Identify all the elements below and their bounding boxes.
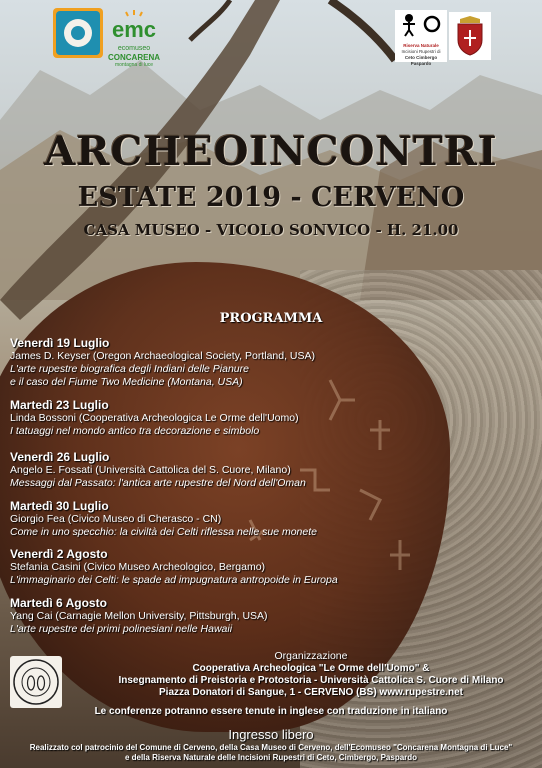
riserva-line-2: Incisioni Rupestri di [401, 49, 441, 54]
footprint-seal-icon [10, 656, 62, 708]
ecomuseo-line-3: montagna di luce [114, 62, 154, 68]
ecomuseo-line-2: CONCARENA [108, 53, 160, 62]
event-speaker: Giorgio Fea (Civico Museo di Cherasco - CN) [10, 513, 222, 525]
event-date: Martedì 6 Agosto [10, 596, 107, 610]
event-speaker: Yang Cai (Carnagie Mellon University, Pittsburgh, USA) [10, 610, 268, 622]
sun-icon [106, 8, 162, 40]
event-4 [10, 499, 530, 539]
venue-line: CASA MUSEO - VICOLO SONVICO - H. 21.00 [83, 221, 459, 239]
organization-line: Insegnamento di Preistoria e Protostoria - Università Cattolica S. Cuore di Milano [118, 675, 504, 686]
event-6 [10, 596, 530, 636]
ecomuseo-line-1: ecomuseo [117, 45, 151, 52]
ecomuseo-logo [106, 8, 162, 66]
event-title: e il caso del Fiume Two Medicine (Montana, USA) [10, 376, 243, 388]
event-title: Come in uno specchio: la civiltà dei Celti riflessa nelle sue monete [10, 526, 317, 538]
free-entry: Ingresso libero [228, 727, 314, 742]
language-note: Le conferenze potranno essere tenute in inglese con traduzione in italiano [94, 706, 448, 717]
footer-credits [0, 743, 542, 763]
main-title: ARCHEOINCONTRI [44, 128, 498, 175]
petroglyph-logo-icon [395, 10, 447, 38]
event-speaker: Angelo E. Fossati (Università Cattolica del S. Cuore, Milano) [10, 464, 291, 476]
event-speaker: Linda Bossoni (Cooperativa Archeologica Le Orme dell'Uomo) [10, 412, 299, 424]
programma-heading: PROGRAMMA [219, 311, 323, 326]
organization-line: Cooperativa Archeologica "Le Orme dell'Uomo" & [192, 663, 430, 674]
riserva-line-1: Riserva Naturale [403, 43, 439, 48]
event-1 [10, 336, 530, 389]
event-title: I tatuaggi nel mondo antico tra decorazione e simbolo [10, 425, 260, 437]
riserva-logo [395, 10, 447, 66]
footer-line: Realizzato col patrocinio del Comune di Cerveno, della Casa Museo di Cerveno, dell'Ecomuseo "Concarena Montagna di Luce" [29, 743, 513, 752]
event-speaker: Stefania Casini (Civico Museo Archeologico, Bergamo) [10, 561, 266, 573]
footer-line: e della Riserva Naturale delle Incisioni Rupestri di Ceto, Cimbergo, Paspardo [124, 753, 418, 762]
organization-heading: Organizzazione [274, 650, 348, 662]
event-5 [10, 547, 530, 587]
event-date: Martedì 30 Luglio [10, 499, 109, 513]
svg-text:emc: emc [111, 17, 157, 40]
event-title: L'arte rupestre dei primi polinesiani nelle Hawaii [10, 623, 233, 635]
shield-icon [449, 12, 491, 60]
event-date: Venerdì 2 Agosto [10, 547, 108, 561]
event-title: L'arte rupestre biografica degli Indiani delle Pianure [10, 363, 249, 375]
organization-block [80, 650, 542, 699]
event-date: Venerdì 26 Luglio [10, 450, 110, 464]
event-date: Venerdì 19 Luglio [10, 336, 110, 350]
subtitle: ESTATE 2019 - CERVENO [77, 182, 465, 213]
emc-logo [53, 8, 103, 58]
event-2 [10, 398, 530, 438]
riserva-line-3: Ceto Cimbergo Paspardo [404, 55, 438, 66]
organization-line: Piazza Donatori di Sangue, 1 - CERVENO (BS) www.rupestre.net [159, 687, 463, 698]
event-title: Messaggi dal Passato: l'antica arte rupestre del Nord dell'Oman [10, 477, 306, 489]
event-3 [10, 450, 530, 490]
event-speaker: James D. Keyser (Oregon Archaeological Society, Portland, USA) [10, 350, 316, 362]
cooperativa-seal [10, 656, 62, 708]
event-title: L'immaginario dei Celti: le spade ad impugnatura antropoide in Europa [10, 574, 338, 586]
emc-logo-icon [53, 8, 103, 58]
event-date: Martedì 23 Luglio [10, 398, 109, 412]
cerveno-coat-of-arms [449, 12, 491, 60]
